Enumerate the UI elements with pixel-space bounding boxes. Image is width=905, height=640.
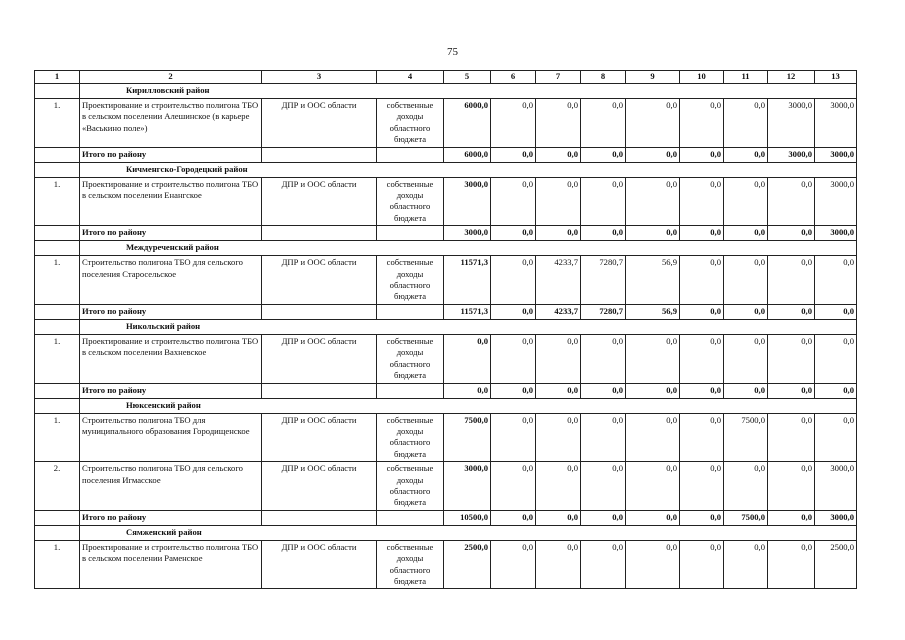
column-header: 3 bbox=[262, 71, 377, 84]
total-value: 0,0 bbox=[581, 383, 626, 398]
district-total-row bbox=[35, 226, 857, 241]
total-value: 3000,0 bbox=[815, 510, 857, 525]
district-spacer bbox=[35, 319, 80, 334]
value-cell: 0,0 bbox=[491, 462, 536, 511]
value-cell: 0,0 bbox=[536, 177, 581, 226]
value-cell: 0,0 bbox=[724, 334, 768, 383]
total-value: 0,0 bbox=[491, 510, 536, 525]
value-cell: 3000,0 bbox=[815, 177, 857, 226]
total-value: 0,0 bbox=[724, 383, 768, 398]
total-value: 0,0 bbox=[444, 383, 491, 398]
total-value: 0,0 bbox=[491, 383, 536, 398]
value-cell: 0,0 bbox=[680, 540, 724, 589]
district-row bbox=[35, 398, 857, 413]
funding-source: собственные доходы областного бюджета bbox=[377, 99, 444, 148]
row-number: 1. bbox=[35, 99, 80, 148]
column-header: 2 bbox=[80, 71, 262, 84]
value-cell: 0,0 bbox=[536, 540, 581, 589]
total-value: 0,0 bbox=[768, 226, 815, 241]
total-value: 10500,0 bbox=[444, 510, 491, 525]
table-row bbox=[35, 256, 857, 305]
value-cell: 3000,0 bbox=[815, 462, 857, 511]
value-cell: 3000,0 bbox=[815, 99, 857, 148]
value-cell: 0,0 bbox=[768, 462, 815, 511]
value-cell: 0,0 bbox=[680, 177, 724, 226]
value-cell: 0,0 bbox=[491, 177, 536, 226]
total-value: 0,0 bbox=[724, 304, 768, 319]
total-value: 0,0 bbox=[724, 226, 768, 241]
row-number: 1. bbox=[35, 177, 80, 226]
total-value: 0,0 bbox=[815, 383, 857, 398]
total-value: 0,0 bbox=[680, 304, 724, 319]
total-value: 0,0 bbox=[491, 226, 536, 241]
value-cell: 3000,0 bbox=[444, 462, 491, 511]
value-cell: 0,0 bbox=[581, 177, 626, 226]
responsible-executor: ДПР и ООС области bbox=[262, 177, 377, 226]
value-cell: 0,0 bbox=[491, 540, 536, 589]
value-cell: 7500,0 bbox=[724, 413, 768, 462]
value-cell: 3000,0 bbox=[444, 177, 491, 226]
total-empty bbox=[377, 383, 444, 398]
value-cell: 0,0 bbox=[626, 334, 680, 383]
measure-name: Проектирование и строительство полигона ТБО в сельском поселении Раменское bbox=[80, 540, 262, 589]
table-row bbox=[35, 540, 857, 589]
district-total-row bbox=[35, 147, 857, 162]
row-number: 1. bbox=[35, 413, 80, 462]
header-row bbox=[35, 71, 857, 84]
value-cell: 0,0 bbox=[626, 413, 680, 462]
total-value: 0,0 bbox=[581, 147, 626, 162]
value-cell: 0,0 bbox=[724, 540, 768, 589]
responsible-executor: ДПР и ООС области bbox=[262, 256, 377, 305]
program-table bbox=[34, 70, 857, 589]
district-name: Нюксенский район bbox=[80, 398, 857, 413]
value-cell: 0,0 bbox=[724, 99, 768, 148]
total-spacer bbox=[35, 304, 80, 319]
total-label: Итого по району bbox=[80, 147, 262, 162]
responsible-executor: ДПР и ООС области bbox=[262, 99, 377, 148]
district-row bbox=[35, 241, 857, 256]
total-value: 0,0 bbox=[491, 147, 536, 162]
value-cell: 0,0 bbox=[680, 413, 724, 462]
value-cell: 0,0 bbox=[724, 462, 768, 511]
total-value: 56,9 bbox=[626, 304, 680, 319]
total-spacer bbox=[35, 383, 80, 398]
value-cell: 0,0 bbox=[724, 177, 768, 226]
total-value: 0,0 bbox=[581, 226, 626, 241]
table-row bbox=[35, 413, 857, 462]
column-header: 12 bbox=[768, 71, 815, 84]
column-header: 7 bbox=[536, 71, 581, 84]
district-row bbox=[35, 162, 857, 177]
total-empty bbox=[262, 147, 377, 162]
column-header: 13 bbox=[815, 71, 857, 84]
measure-name: Строительство полигона ТБО для муниципального образования Городищенское bbox=[80, 413, 262, 462]
total-value: 6000,0 bbox=[444, 147, 491, 162]
value-cell: 0,0 bbox=[581, 413, 626, 462]
total-value: 0,0 bbox=[815, 304, 857, 319]
total-empty bbox=[377, 304, 444, 319]
total-value: 0,0 bbox=[680, 226, 724, 241]
column-header: 11 bbox=[724, 71, 768, 84]
measure-name: Строительство полигона ТБО для сельского поселения Игмасское bbox=[80, 462, 262, 511]
total-value: 0,0 bbox=[680, 383, 724, 398]
value-cell: 0,0 bbox=[581, 99, 626, 148]
value-cell: 0,0 bbox=[491, 99, 536, 148]
value-cell: 0,0 bbox=[581, 334, 626, 383]
total-value: 0,0 bbox=[768, 304, 815, 319]
total-empty bbox=[262, 304, 377, 319]
value-cell: 0,0 bbox=[815, 413, 857, 462]
value-cell: 7500,0 bbox=[444, 413, 491, 462]
value-cell: 0,0 bbox=[680, 99, 724, 148]
value-cell: 0,0 bbox=[724, 256, 768, 305]
total-empty bbox=[377, 147, 444, 162]
total-value: 0,0 bbox=[626, 383, 680, 398]
district-name: Никольский район bbox=[80, 319, 857, 334]
row-number: 1. bbox=[35, 540, 80, 589]
total-value: 0,0 bbox=[626, 147, 680, 162]
total-value: 3000,0 bbox=[768, 147, 815, 162]
total-spacer bbox=[35, 147, 80, 162]
district-name: Кирилловский район bbox=[80, 84, 857, 99]
measure-name: Строительство полигона ТБО для сельского поселения Старосельское bbox=[80, 256, 262, 305]
total-value: 3000,0 bbox=[444, 226, 491, 241]
responsible-executor: ДПР и ООС области bbox=[262, 334, 377, 383]
district-spacer bbox=[35, 241, 80, 256]
value-cell: 0,0 bbox=[444, 334, 491, 383]
column-header: 4 bbox=[377, 71, 444, 84]
value-cell: 4233,7 bbox=[536, 256, 581, 305]
total-empty bbox=[377, 226, 444, 241]
row-number: 2. bbox=[35, 462, 80, 511]
total-label: Итого по району bbox=[80, 226, 262, 241]
total-empty bbox=[262, 226, 377, 241]
funding-source: собственные доходы областного бюджета bbox=[377, 177, 444, 226]
total-value: 7280,7 bbox=[581, 304, 626, 319]
funding-source: собственные доходы областного бюджета bbox=[377, 540, 444, 589]
value-cell: 0,0 bbox=[768, 540, 815, 589]
total-value: 3000,0 bbox=[815, 147, 857, 162]
column-header: 10 bbox=[680, 71, 724, 84]
district-spacer bbox=[35, 162, 80, 177]
total-value: 0,0 bbox=[491, 304, 536, 319]
total-value: 0,0 bbox=[536, 510, 581, 525]
total-empty bbox=[262, 383, 377, 398]
total-value: 0,0 bbox=[536, 226, 581, 241]
value-cell: 0,0 bbox=[626, 540, 680, 589]
district-spacer bbox=[35, 84, 80, 99]
value-cell: 0,0 bbox=[768, 256, 815, 305]
column-header: 1 bbox=[35, 71, 80, 84]
value-cell: 56,9 bbox=[626, 256, 680, 305]
value-cell: 0,0 bbox=[536, 99, 581, 148]
column-header: 6 bbox=[491, 71, 536, 84]
total-value: 3000,0 bbox=[815, 226, 857, 241]
district-spacer bbox=[35, 398, 80, 413]
total-value: 0,0 bbox=[536, 147, 581, 162]
page-number: 75 bbox=[447, 46, 458, 58]
value-cell: 0,0 bbox=[680, 256, 724, 305]
measure-name: Проектирование и строительство полигона ТБО в сельском поселении Енангское bbox=[80, 177, 262, 226]
total-value: 4233,7 bbox=[536, 304, 581, 319]
value-cell: 0,0 bbox=[491, 334, 536, 383]
funding-source: собственные доходы областного бюджета bbox=[377, 413, 444, 462]
district-row bbox=[35, 84, 857, 99]
table-row bbox=[35, 177, 857, 226]
value-cell: 0,0 bbox=[491, 413, 536, 462]
value-cell: 0,0 bbox=[581, 540, 626, 589]
row-number: 1. bbox=[35, 334, 80, 383]
total-empty bbox=[262, 510, 377, 525]
total-value: 0,0 bbox=[768, 383, 815, 398]
total-value: 0,0 bbox=[724, 147, 768, 162]
value-cell: 0,0 bbox=[626, 462, 680, 511]
value-cell: 11571,3 bbox=[444, 256, 491, 305]
total-value: 11571,3 bbox=[444, 304, 491, 319]
table-row bbox=[35, 334, 857, 383]
column-header: 8 bbox=[581, 71, 626, 84]
value-cell: 0,0 bbox=[536, 413, 581, 462]
column-header: 9 bbox=[626, 71, 680, 84]
value-cell: 0,0 bbox=[626, 177, 680, 226]
value-cell: 0,0 bbox=[581, 462, 626, 511]
value-cell: 7280,7 bbox=[581, 256, 626, 305]
value-cell: 0,0 bbox=[491, 256, 536, 305]
value-cell: 0,0 bbox=[815, 256, 857, 305]
total-value: 0,0 bbox=[626, 226, 680, 241]
responsible-executor: ДПР и ООС области bbox=[262, 462, 377, 511]
responsible-executor: ДПР и ООС области bbox=[262, 413, 377, 462]
total-empty bbox=[377, 510, 444, 525]
responsible-executor: ДПР и ООС области bbox=[262, 540, 377, 589]
value-cell: 0,0 bbox=[626, 99, 680, 148]
total-spacer bbox=[35, 510, 80, 525]
value-cell: 2500,0 bbox=[815, 540, 857, 589]
value-cell: 0,0 bbox=[768, 177, 815, 226]
total-value: 7500,0 bbox=[724, 510, 768, 525]
value-cell: 0,0 bbox=[768, 334, 815, 383]
total-spacer bbox=[35, 226, 80, 241]
table-row bbox=[35, 462, 857, 511]
value-cell: 6000,0 bbox=[444, 99, 491, 148]
measure-name: Проектирование и строительство полигона ТБО в сельском поселении Алешинское (в карьере «Васькино поле») bbox=[80, 99, 262, 148]
funding-source: собственные доходы областного бюджета bbox=[377, 334, 444, 383]
value-cell: 0,0 bbox=[536, 334, 581, 383]
total-value: 0,0 bbox=[626, 510, 680, 525]
total-label: Итого по району bbox=[80, 383, 262, 398]
total-label: Итого по району bbox=[80, 304, 262, 319]
district-total-row bbox=[35, 510, 857, 525]
total-value: 0,0 bbox=[680, 147, 724, 162]
row-number: 1. bbox=[35, 256, 80, 305]
column-header: 5 bbox=[444, 71, 491, 84]
value-cell: 3000,0 bbox=[768, 99, 815, 148]
total-value: 0,0 bbox=[768, 510, 815, 525]
funding-source: собственные доходы областного бюджета bbox=[377, 256, 444, 305]
measure-name: Проектирование и строительство полигона ТБО в сельском поселении Вахневское bbox=[80, 334, 262, 383]
district-name: Кичменгско-Городецкий район bbox=[80, 162, 857, 177]
district-total-row bbox=[35, 304, 857, 319]
value-cell: 0,0 bbox=[536, 462, 581, 511]
value-cell: 0,0 bbox=[680, 462, 724, 511]
district-name: Междуреченский район bbox=[80, 241, 857, 256]
value-cell: 0,0 bbox=[815, 334, 857, 383]
district-spacer bbox=[35, 525, 80, 540]
total-value: 0,0 bbox=[680, 510, 724, 525]
district-row bbox=[35, 319, 857, 334]
value-cell: 0,0 bbox=[768, 413, 815, 462]
table-row bbox=[35, 99, 857, 148]
total-value: 0,0 bbox=[581, 510, 626, 525]
total-label: Итого по району bbox=[80, 510, 262, 525]
funding-source: собственные доходы областного бюджета bbox=[377, 462, 444, 511]
district-total-row bbox=[35, 383, 857, 398]
value-cell: 2500,0 bbox=[444, 540, 491, 589]
value-cell: 0,0 bbox=[680, 334, 724, 383]
district-name: Сямженский район bbox=[80, 525, 857, 540]
total-value: 0,0 bbox=[536, 383, 581, 398]
district-row bbox=[35, 525, 857, 540]
